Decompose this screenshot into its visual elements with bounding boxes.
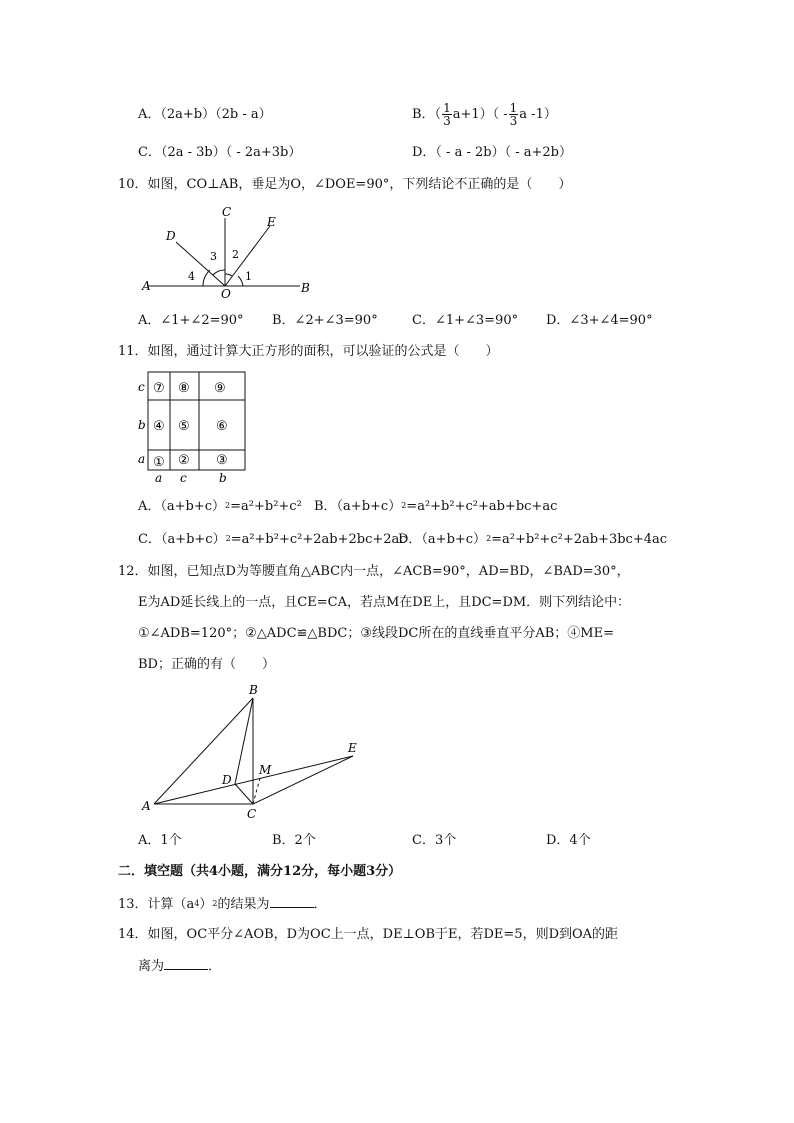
side-label-c: c bbox=[138, 380, 145, 394]
cell-7: ⑦ bbox=[153, 381, 165, 396]
arc-1 bbox=[238, 276, 243, 286]
q9-b-pre: B．（ bbox=[412, 107, 442, 122]
q14-stem-line2: 离为 ． bbox=[138, 959, 222, 974]
section-2-title: 二．填空题（共4小题，满分12分，每小题3分） bbox=[118, 864, 402, 879]
q12-option-a: A．1个 bbox=[138, 833, 182, 848]
q9-option-b bbox=[412, 102, 557, 128]
q10-option-b: B．∠2+∠3=90° bbox=[272, 313, 378, 328]
q12-figure bbox=[138, 680, 368, 820]
q12-stem-line3: ①∠ADB=120°；②△ADC≌△BDC；③线段DC所在的直线垂直平分AB；④ME= bbox=[138, 626, 614, 641]
q10-stem: 10．如图，CO⊥AB，垂足为O，∠DOE=90°，下列结论不正确的是（ ） bbox=[118, 177, 572, 192]
side-label-a: a bbox=[138, 452, 146, 466]
q9-b-mid: a+1）（ - bbox=[452, 107, 508, 122]
q9-b-frac2: $\frac{1}{3}$ bbox=[509, 101, 518, 128]
label-a: A bbox=[142, 799, 151, 813]
q9-option-a: A．（2a+b）（2b - a） bbox=[138, 107, 272, 122]
q12-option-d: D．4个 bbox=[546, 833, 591, 848]
cell-8: ⑧ bbox=[178, 381, 190, 396]
q9-option-c: C．（2a - 3b）（ - 2a+3b） bbox=[138, 145, 302, 160]
cell-9: ⑨ bbox=[214, 381, 226, 396]
cell-4: ④ bbox=[153, 419, 165, 434]
label-d: D bbox=[222, 773, 232, 787]
label-m: M bbox=[259, 763, 272, 777]
arc-4 bbox=[203, 270, 210, 286]
seg-bd bbox=[235, 698, 253, 784]
q11-option-d: D．$(a+b+c)^2=a^2+b^2+c^2+2ab+3bc+4ac$ bbox=[398, 532, 668, 547]
label-1: 1 bbox=[245, 270, 252, 283]
label-d: D bbox=[166, 229, 176, 243]
bottom-label-c: c bbox=[180, 471, 187, 485]
q11-option-c: C．$(a+b+c)^2=a^2+b^2+c^2+2ab+2bc+2ac$ bbox=[138, 532, 407, 547]
cell-1: ① bbox=[153, 455, 165, 470]
bottom-label-b: b bbox=[219, 471, 227, 485]
q11-option-b: B．$(a+b+c)^2=a^2+b^2+c^2+ab+bc+ac$ bbox=[314, 499, 558, 514]
q13-answer-blank[interactable] bbox=[270, 895, 314, 908]
label-b: B bbox=[249, 683, 258, 697]
label-e: E bbox=[267, 215, 276, 229]
q12-stem-line4: BD；正确的有（ ） bbox=[138, 657, 275, 672]
q13-stem: 13．计算$(a^4)^2$的结果为 ． bbox=[118, 897, 327, 912]
bottom-label-a: a bbox=[155, 471, 163, 485]
label-b: B bbox=[301, 281, 310, 295]
cell-2: ② bbox=[178, 453, 190, 468]
label-3: 3 bbox=[210, 250, 217, 263]
cell-6: ⑥ bbox=[216, 419, 228, 434]
q11-option-a: A．$(a+b+c)^2=a^2+b^2+c^2$ bbox=[138, 499, 302, 514]
side-label-b: b bbox=[138, 418, 146, 432]
q10-option-d: D．∠3+∠4=90° bbox=[546, 313, 653, 328]
label-4: 4 bbox=[188, 270, 195, 283]
q10-figure bbox=[130, 200, 330, 304]
label-e: E bbox=[348, 741, 357, 755]
q12-option-b: B．2个 bbox=[272, 833, 316, 848]
cell-3: ③ bbox=[216, 453, 228, 468]
label-o: O bbox=[221, 287, 231, 301]
arc-2 bbox=[225, 274, 232, 276]
q14-stem-line1: 14．如图，OC平分∠AOB，D为OC上一点，DE⊥OB于E，若DE=5，则D到OA的距 bbox=[118, 927, 619, 942]
q9-b-frac1: $\frac{1}{3}$ bbox=[443, 101, 451, 128]
label-2: 2 bbox=[232, 248, 239, 261]
q11-figure bbox=[132, 370, 252, 486]
seg-cm bbox=[253, 778, 260, 804]
q10-option-a: A．∠1+∠2=90° bbox=[138, 313, 244, 328]
cell-5: ⑤ bbox=[178, 419, 190, 434]
q12-option-c: C．3个 bbox=[412, 833, 457, 848]
seg-dc bbox=[235, 784, 253, 804]
q10-option-c: C．∠1+∠3=90° bbox=[412, 313, 519, 328]
label-c: C bbox=[247, 807, 257, 820]
q12-stem-line2: E为AD延长线上的一点，且CE=CA，若点M在DE上，且DC=DM．则下列结论中： bbox=[138, 595, 631, 610]
label-a: A bbox=[142, 279, 151, 293]
q9-b-post: a -1） bbox=[519, 107, 557, 122]
q12-stem-line1: 12．如图，已知点D为等腰直角△ABC内一点，∠ACB=90°，AD=BD，∠BAD=30°， bbox=[118, 564, 630, 579]
line-od bbox=[176, 242, 225, 286]
q9-option-d: D．（ - a - 2b）（ - a+2b） bbox=[412, 145, 572, 160]
q14-answer-blank[interactable] bbox=[164, 957, 208, 970]
arc-3 bbox=[213, 270, 225, 275]
label-c: C bbox=[222, 205, 232, 219]
q11-stem: 11．如图，通过计算大正方形的面积，可以验证的公式是（ ） bbox=[118, 344, 499, 359]
